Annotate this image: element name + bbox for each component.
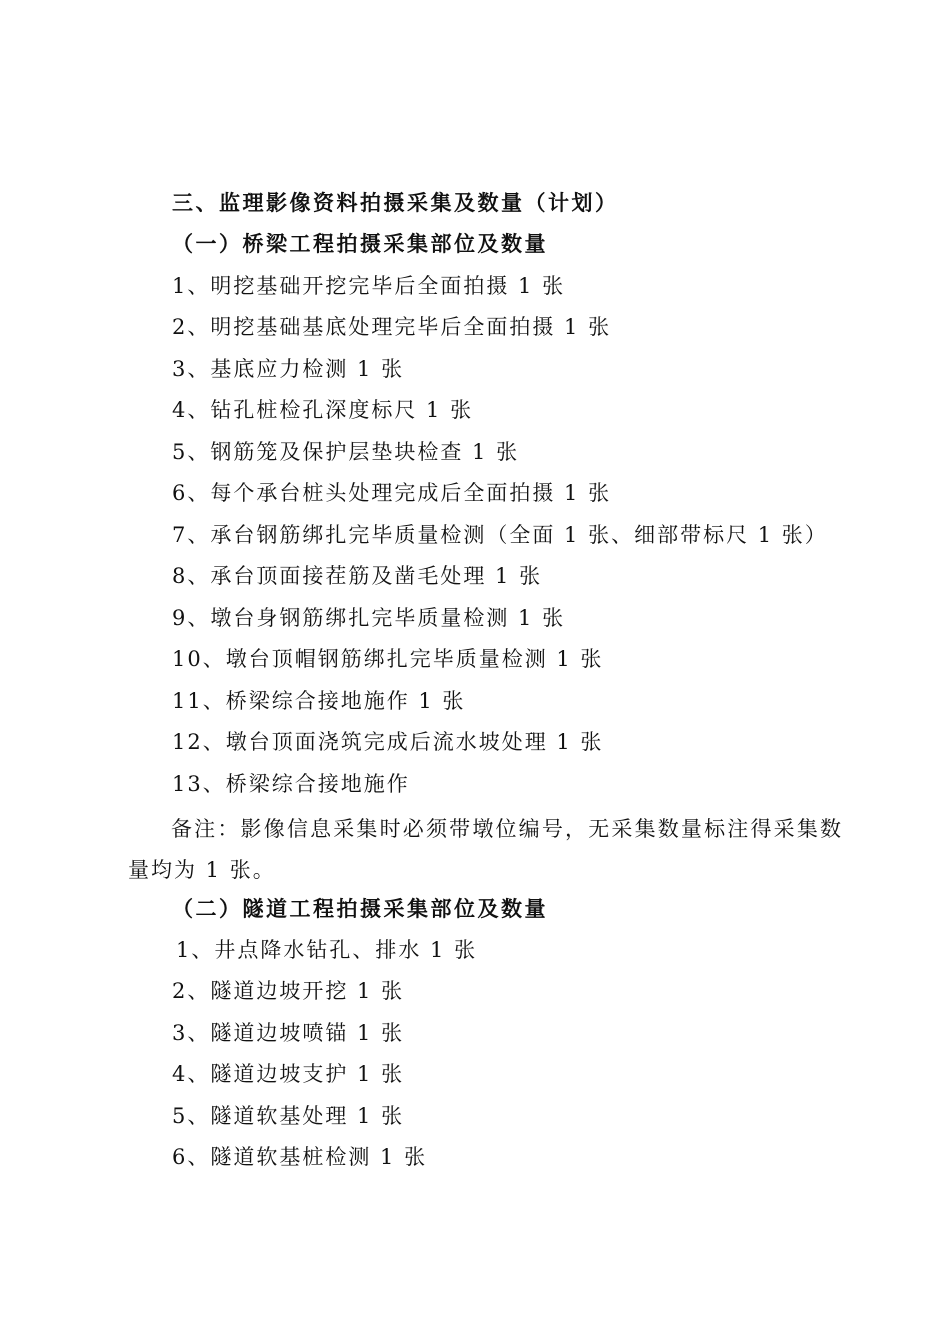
bridge-item: 4、钻孔桩检孔深度标尺 1 张 <box>172 398 474 422</box>
bridge-item: 5、钢筋笼及保护层垫块检查 1 张 <box>172 440 520 464</box>
bridge-item: 2、明挖基础基底处理完毕后全面拍摄 1 张 <box>172 315 612 339</box>
section-title: 三、监理影像资料拍摄采集及数量（计划） <box>172 190 619 215</box>
bridge-heading: （一）桥梁工程拍摄采集部位及数量 <box>172 231 548 256</box>
bridge-item: 12、墩台顶面浇筑完成后流水坡处理 1 张 <box>172 730 604 754</box>
tunnel-heading: （二）隧道工程拍摄采集部位及数量 <box>172 896 548 921</box>
tunnel-item: 1、井点降水钻孔、排水 1 张 <box>176 938 478 962</box>
tunnel-item: 2、隧道边坡开挖 1 张 <box>172 979 405 1003</box>
bridge-item: 8、承台顶面接茬筋及凿毛处理 1 张 <box>172 564 543 588</box>
bridge-item: 11、桥梁综合接地施作 1 张 <box>172 689 466 713</box>
bridge-item: 6、每个承台桩头处理完成后全面拍摄 1 张 <box>172 481 612 505</box>
tunnel-item: 6、隧道软基桩检测 1 张 <box>172 1145 428 1169</box>
tunnel-item: 4、隧道边坡支护 1 张 <box>172 1062 405 1086</box>
bridge-item: 9、墩台身钢筋绑扎完毕质量检测 1 张 <box>172 606 566 630</box>
bridge-item: 3、基底应力检测 1 张 <box>172 357 405 381</box>
tunnel-item: 3、隧道边坡喷锚 1 张 <box>172 1021 405 1045</box>
bridge-item: 7、承台钢筋绑扎完毕质量检测（全面 1 张、细部带标尺 1 张） <box>172 523 828 547</box>
bridge-item: 1、明挖基础开挖完毕后全面拍摄 1 张 <box>172 274 566 298</box>
bridge-item: 13、桥梁综合接地施作 <box>172 772 410 796</box>
bridge-note: 备注：影像信息采集时必须带墩位编号，无采集数量标注得采集数量均为 1 张。 <box>128 817 843 882</box>
bridge-item: 10、墩台顶帽钢筋绑扎完毕质量检测 1 张 <box>172 647 604 671</box>
tunnel-item: 5、隧道软基处理 1 张 <box>172 1104 405 1128</box>
